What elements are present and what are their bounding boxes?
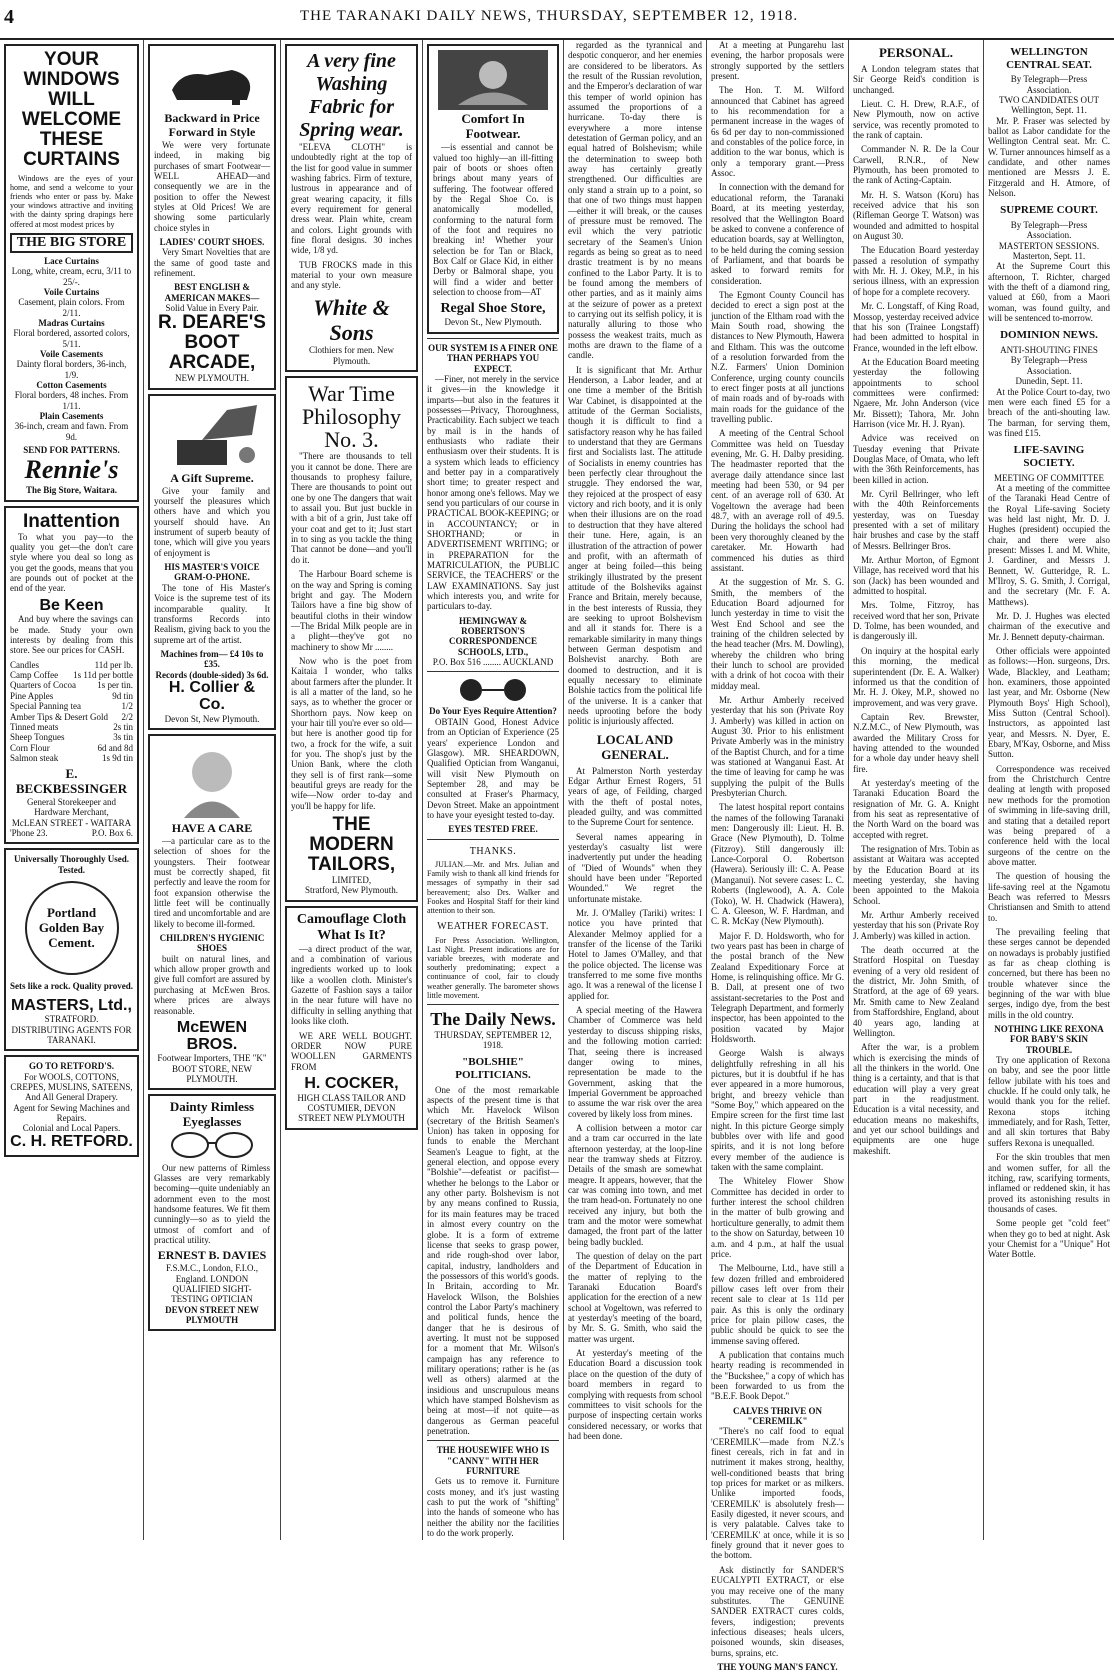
masters-town: STRATFORD. <box>44 1014 99 1025</box>
send-patterns: SEND FOR PATTERNS. <box>23 445 120 456</box>
beckbessinger-name: E. BECKBESSINGER <box>15 766 128 797</box>
local-item: Mr. Arthur Amberly received yesterday that his son (Private Roy J. Amberly) was killed in action on August 30. Prior to his enlistment Private Amberly was in the ministry of the Baptist Church, and for a time was stationed at Wanganui East. At the time of leaving for camp he was supplying the pulpit of the Bulls Presbyterian Church. <box>711 694 844 799</box>
ladies-text: Very Smart Novelties that are the same of good taste and refinement. <box>154 247 270 279</box>
price-row: Corn Flour 6d and 8d <box>10 742 133 753</box>
local-item: George Walsh is always delightfully refreshing in all his pictures, but it is doubtful if he has ever appeared in a more humorous, bright, and breezy vehicle than "Some Boy," which appeared on the Empire screen for the first time last night. In this picture George simply bubbles over with life and good spirits, and it is not long before every member of the audience is taken with the same complaint. <box>711 1048 844 1173</box>
beckbessinger-contact: 'Phone 23. P.O. Box 6. <box>10 828 133 839</box>
editorial-headline: "BOLSHIE" POLITICIANS. <box>455 1056 531 1082</box>
housewife-text: Gets us to remove it. Furniture costs money, and it's just wasting cash to put the work of "shifting" into the hands of someone who has neither the ability nor the facilities to do the work properly. <box>427 1476 559 1539</box>
column-6 <box>707 40 848 1672</box>
mcewen-name: McEWEN BROS. <box>176 1018 248 1053</box>
collier-ad <box>148 394 276 730</box>
paper-nameplate: The Daily News. <box>430 1009 556 1030</box>
records-price: Records (double-sided) 3s 6d. <box>155 669 269 680</box>
ceremilk-headline: CALVES THRIVE ON "CEREMILK" <box>732 1405 823 1426</box>
curtains-ad <box>4 44 139 502</box>
personal-item: Mr. Cyril Bellringer, who left with the 40th Reinforcements yesterday, was on Tuesday presented with a set of military hair brushes and case by the staff of Messrs. Bellringer Bros. <box>853 489 979 551</box>
gramophone-illustration <box>157 400 267 470</box>
hmv-text: The tone of His Master's Voice is the supreme test of its incomparable quality. It transforms Records into Realism, giving back to you the supreme art of the artist. <box>154 582 270 645</box>
column-7 <box>849 40 983 1540</box>
column-5 <box>564 40 706 1540</box>
page-number: 4 <box>4 6 14 28</box>
lifesaving-text: At a meeting of the committee of the Taranaki Head Centre of the Royal Life-saving Society was held last night, Mr. D. J. Hughes (president) occupied the chair, and there were also present: Misses I. and M. White, J. Gardiner, and Messrs J. Bennett, W. Gutteridge, R. L. M'Ilroy, S. G. Smith, J. Corrigal, and the secretary (Mr. F. A. Matthews). <box>988 482 1110 607</box>
dominion-byline: By Telegraph—Press Association. <box>1010 355 1088 376</box>
local-item: The Melbourne, Ltd., have still a few dozen frilled and embroidered pillow cases left over from their recent sale to clear at 1s 11d per pair. As this is only the ordinary price for plain pillow cases, the public should be quick to see the immense saving offered. <box>711 1263 844 1346</box>
court-dateline: Masterton, Sept. 11. <box>1012 251 1086 262</box>
seat-byline: By Telegraph—Press Association. <box>1010 74 1088 95</box>
curtain-item: Lace Curtains Long, white, cream, ecru, 3/11 to 25/-. <box>11 255 132 287</box>
serge-text: The prevailing feeling that these serges cannot be depended on nowadays is probably justified as far as cheap clothing is concerned, but there has been no trouble whatever since the beginning of the war with blue serges, indigo dye, from the best mills in the old country. <box>988 926 1110 1020</box>
hemingway-address: P.O. Box 516 ........ AUCKLAND <box>432 657 554 668</box>
system-text: —Finer, not merely in the service it gives—in the knowledge it imparts—but also in the features it possesses—Privacy, Thoroughness, Practicability. Each subject we teach by mail is in the hands of enthusiasts who radiate their enthusiasm over their students. It is a system which leads to efficiency and better pay in a comparatively short time; to greater respect and honor among one's fellows. May we send you particulars of our course in PRACTICAL BOOK-KEEPING; or in ACCOUNTANCY; or in SHORTHAND; or in ADVERTISEMENT WRITING; or in PREPARATION for the MATRICULATION, the PUBLIC SERVICE, the TEACHERS' or the LAW EXAMINATIONS. Say just which interests you, and write for particulars to-day. <box>427 373 559 612</box>
inattention-text: To what you pay—to the quality you get—the don't care style where you deal so long as you get the goods, means that you are pounds out of pocket at the end of the year. <box>10 531 133 594</box>
camo-text: —a direct product of the war, and a combination of various ingredients worked up to look like a woollen cloth. Minister's Gazette of Fashion says a tailor in the near future will have no difficulty in selling anything that looks like cloth. <box>291 943 412 1027</box>
comfort-headline: Comfort In Footwear. <box>461 111 525 142</box>
beckbessinger-ad <box>4 506 139 845</box>
court-byline: By Telegraph—Press Association. <box>1010 220 1088 241</box>
local-item: In connection with the demand for educational reform, the Taranaki Board, at its meeting yesterday, resolved that the Wellington Board be asked to convene a conference of education boards, say at Wellington, to be held during the coming session of Parliament, and that boards be asked to forward remits for consideration. <box>711 182 844 286</box>
white-sons-sub: Clothiers for men. New Plymouth. <box>309 345 394 366</box>
comfort-text: —is essential and cannot be valued too highly—an ill-fitting pair of boots or shoes often brings about many years of suffering. The footwear offered by the Regal Shoe Co. is anatomically modelled, conforming to the natural form of the foot and requires no breaking in! Whether your selection be for Tan or Black, Box Calf or Glace Kid, in either Derby or Balmoral shape, you will find a wider and better selection to choose from—AT <box>433 142 553 298</box>
column-3 <box>281 40 422 1540</box>
local-item: A collision between a motor car and a tram car occurred in the late afternoon yesterday, at the loop-line near the tramway sheds at Fitzroy. Details of the smash are somewhat meagre. It appears, however, that the car was coming into town, and met the tram head-on. Fortunately no one received any injury, but both the tram and the motor were somewhat damaged, the front part of the latter being badly buckled. <box>568 1122 702 1247</box>
camo-headline: Camouflage Cloth What Is It? <box>296 911 407 943</box>
thanks-headline: THANKS. <box>469 845 517 857</box>
machines-price: Machines from— £4 10s to £35. <box>160 648 264 670</box>
lifesaving-text: Correspondence was received from the Christchurch Centre dealing at length with proposed new methods for the promotion of swimming in life-saving drill, and stating that a detailed report was being prepared of a conference held with the local surgeons of the centre on the above matter. <box>988 763 1110 867</box>
lifesaving-text: Mr. D. J. Hughes was elected chairman of the executive and Mr. J. Bennett deputy-chairman. <box>988 610 1110 642</box>
masters-name: MASTERS, Ltd., <box>11 996 132 1014</box>
paper-date: THURSDAY, SEPTEMBER 12, 1918. <box>434 1029 552 1051</box>
portland-seal: Portland Golden Bay Cement. <box>25 881 119 975</box>
rimless-headline: Dainty Rimless Eyeglasses <box>169 1099 255 1130</box>
local-item: A special meeting of the Hawera Chamber of Commerce was held yesterday to discuss shipping risks, and the following motion carried: That, seeing there is increased danger owing to mines, representation be made to the Government, asking that the Imperial Government be approached to assume the war risk over the area covered by likely loss from mines. <box>568 1005 702 1119</box>
local-item: At yesterday's meeting of the Education Board a discussion took place on the question of the duty of board members in regard to complying with requests from school committees to visit schools for the purpose of inspecting certain works considered necessary, or works that had been done. <box>568 1348 702 1441</box>
local-item: THE YOUNG MAN'S FANCY. <box>717 1661 838 1672</box>
seat-text: Mr. P. Fraser was selected by ballot as Labor candidate for the Wellington Central seat. Mr. C. W. Turner announces himself as a candidate, and other names mentioned are Messrs J. E. Fitzgerald and H. Atmore, of Nelson. <box>988 115 1110 199</box>
modern-tailors-name: THE MODERN TAILORS, <box>307 814 396 875</box>
editorial-continued: regarded as the tyrannical and despotic conqueror, and her enemies are considered to be liberators. As the result of the Russian revolution, and the Emperor's declaration of war this temper of world opinion has assumed the proportions of a hurricane. To-day there is everywhere a more intense detestation of German policy, and an equal hatred of Bolshevism; while the determination to sweep both away has certainly greatly strengthened. Our difficulties are only stand a strain up to a point, so that one of two things must happen—either it will break, or the causes of pressure must be removed. The evil which the very patriotic secretary of the Seamen's Union regards as being so great as to need drastic treatment is by no means confined to the Labor Party. It is to be found among the members of other parties, and as it mainly aims at the seizure of power as a pretext to carrying out its selfish policy, it is naturally alluring to those who possess the weakest traits, much as moths are drawn to the flame of a candle. <box>568 40 702 361</box>
seat-subhead: TWO CANDIDATES OUT <box>999 94 1099 105</box>
deare-ad <box>148 44 276 390</box>
rennies-subtitle: The Big Store, Waitara. <box>26 485 117 496</box>
war-headline: War Time Philosophy No. 3. <box>301 381 402 453</box>
curtain-item: Plain Casements 36-inch, cream and fawn. From 9d. <box>14 411 129 442</box>
beckbessinger-trade: General Storekeeper and Hardware Merchant, <box>27 797 116 818</box>
backward-text: We were very fortunate indeed, in making big purchases of smart Footwear—WELL AHEAD—and consequently we are in the position to offer the Newest styles at Old Prices! We are showing some particularly choice styles in <box>154 139 270 233</box>
dominion-subhead: ANTI-SHOUTING FINES <box>1000 345 1098 356</box>
davies-address: DEVON STREET NEW PLYMOUTH <box>165 1304 259 1325</box>
personal-item: On inquiry at the hospital early this morning, the medical superintendent (Dr. E. A. Walker) informed us that the condition of Mr. H. J. Okey, M.P., showed no improvement, and was very grave. <box>853 645 979 708</box>
wash-text: "ELEVA CLOTH" is undoubtedly right at the top of the list for good value in summer washing fabrics. Firm of texture, lustrous in appearance and of great wearing capacity, it fills every requirement for general dress wear. Plain white, cream and colors. Light grounds with fine floral designs. 30 inches wide, 1/8 yd. <box>291 142 412 256</box>
rimless-text: Our new patterns of Rimless Glasses are very remarkably becoming—quite undeniably an adornment even to the most handsome features. We fit them cunningly—so as to yield the utmost of comfort and of practical utility. <box>154 1162 270 1246</box>
personal-item: The resignation of Mrs. Tobin as assistant at Waitara was accepted by the Education Board at its meeting yesterday, she having been appointed to the Makoia School. <box>853 844 979 906</box>
price-row: Quarters of Cocoa 1s per tin. <box>10 680 133 691</box>
hemingway-name: HEMINGWAY & ROBERTSON'S CORRESPONDENCE SCHOOLS, LTD., <box>448 615 537 657</box>
newspaper-title: THE TARANAKI DAILY NEWS, THURSDAY, SEPTEMBER 12, 1918. <box>300 8 799 24</box>
local-item: At a meeting at Pungarehu last evening, the harbor proposals were strongly supported by the settlers present. <box>711 40 844 82</box>
local-item: A publication that contains much hearty reading is recommended in the "Buckshee," a copy of which has been forwarded to us from the "B.E.F. Book Depot." <box>711 1349 844 1402</box>
solid-value: Solid Value in Every Pair. <box>165 303 259 314</box>
portland-bottom: Sets like a rock. Quality proved. <box>10 981 133 992</box>
retford-headline: GO TO RETFORD'S. <box>29 1061 114 1072</box>
davies-name: ERNEST B. DAVIES <box>157 1248 267 1263</box>
personal-item: Mr. Arthur Amberly received yesterday that his son (Private Roy J. Amberly) was killed in action. <box>853 910 979 941</box>
column-1 <box>0 40 143 1540</box>
price-row: Candles 11d per lb. <box>10 659 133 670</box>
curtains-headline: YOUR WINDOWS WILL WELCOME THESE CURTAINS <box>21 49 122 170</box>
big-store-logo: THE BIG STORE <box>10 233 133 253</box>
cocker-name: H. COCKER, <box>304 1074 399 1092</box>
local-item: Several names appearing in yesterday's casualty list were inadvertently put under the heading of "Died of Wounds" when they should have been under "Reported Wounded." We regret the unfortunate mistake. <box>568 831 702 904</box>
keen-headline: Be Keen <box>39 596 104 614</box>
hmv-name: HIS MASTER'S VOICE GRAM-O-PHONE. <box>164 562 260 583</box>
price-row: Sheep Tongues 3s tin <box>10 732 133 743</box>
white-sons-ad <box>285 44 418 372</box>
retford-papers: Colonial and Local Papers. <box>22 1123 121 1134</box>
ceremilk-text: "There's no calf food to equal 'CEREMILK'—made from N.Z.'s finest cereals, rich in fat and in nutriment it makes strong, healthy, well-conditioned beasts that bring top prices for market or as milkers. Unlike imported foods, 'CEREMILK' is absolutely fresh—Easily digested, it never scours, and is very palatable. Calves take to 'CEREMILK' at once, while it is so finely ground that it never goes to the bottom. <box>711 1426 844 1561</box>
curtain-item: Voile Casements Dainty floral borders, 36-inch, 1/9. <box>16 348 127 380</box>
backward-headline: Backward in Price Forward in Style <box>164 111 260 140</box>
regal-name: Regal Shoe Store, <box>440 301 546 317</box>
court-headline: SUPREME COURT. <box>1000 204 1098 217</box>
war-text-2: The Harbour Board scheme is on the way and Spring is coming bright and gay. The Modern Tailors have a fine big show of beautiful cloths in their window —The Bridal Milk people are in a plight—they've got no machinery to show Mr ........ <box>291 569 412 652</box>
mcewen-sub: Footwear Importers, THE "K" BOOT STORE, NEW PLYMOUTH. <box>157 1053 267 1085</box>
camo-text-2: WE ARE WELL BOUGHT. ORDER NOW PURE WOOLLEN GARMENTS FROM <box>291 1030 412 1072</box>
war-poem: "There are thousands to tell you it cannot be done. There are thousands to prophesy failure, There are thousands to point out one by one The dangers that wait to assail you. But just buckle in with a bit of a grin, Just take off your coat and get to it; Just start in to sing as you tackle the thing That cannot be done—and you'll do it. <box>291 451 412 565</box>
tub-text: TUB FROCKS made in this material to your own measure and any style. <box>291 259 412 291</box>
modern-tailors-town: Stratford, New Plymouth. <box>305 885 398 896</box>
personal-item: Commander N. R. De la Cour Carwell, R.N.R., of New Plymouth, has been promoted to the rank of Acting-Captain. <box>853 144 979 186</box>
modern-tailors-limited: LIMITED, <box>331 874 372 885</box>
local-item: A meeting of the Central School Committee was held on Tuesday evening, Mr. G. H. Dalby presiding. The headmaster reported that the average daily attendance since last meeting had been 530, or 94 per cent. of an average roll of 630. At Vogeltown the average had been 48.7, with an average roll of 49.5. During the holidays the school had been very thoroughly cleaned by the caretaker. Mr. Howarth had commenced his duties as third assistant. <box>711 428 844 573</box>
retford-ad <box>4 1055 139 1156</box>
gift-text: Give your family and yourself the pleasures which others have and which you yourself should have. An instrument of superb beauty of tone, which will give you years of enjoyment is <box>154 485 270 558</box>
inattention-headline: Inattention <box>22 510 121 532</box>
wash-headline: A very fine Washing Fabric for Spring wear. <box>299 50 404 141</box>
seat-headline: WELLINGTON CENTRAL SEAT. <box>1006 46 1092 71</box>
personal-item: Captain Rev. Brewster, N.Z.M.C., of New Plymouth, was awarded the Military Cross for having attended to the wounded for a whole day under heavy shell fire. <box>853 711 979 774</box>
eyes-headline: Do Your Eyes Require Attention? <box>429 706 557 717</box>
davies-ad <box>148 1094 276 1331</box>
editorial-text: One of the most remarkable aspects of the present time is that which Mr. Havelock Wilson (secretary of the British Seamen's Union) has taken in opposing for funds to enable the Merchant Seamen's League to fight, at the general election, and oppose every "Bolshie"—defeatist or pacifist—whether he belongs to the Labor or any other party. Bolshevism is not by any means confined to Russia, for its main features may be traced in almost every country on the globe. It is a form of extreme license that seeks to grasp power, and ride rough-shod over labor, capital, industry, landholders and the possessors of this world's goods. In Britain, according to Mr. Havelock Wilson, the Bolshies control the Labor Party's machinery and political funds, hence the danger that he is desirous of averting. It must not be supposed for a moment that Mr. Wilson's campaign has any reference to military operations; rather is he (as well as others) alarmed at the insidious and unscrupulous means which have stamped Bolshevism as being at most—if not quite—as dangerous as German peaceful penetration. <box>427 1084 559 1437</box>
collier-town: Devon St, New Plymouth. <box>164 713 260 724</box>
retford-agent: Agent for Sewing Machines and Repairs. <box>13 1102 130 1124</box>
personal-headline: PERSONAL. <box>878 45 954 60</box>
rexona-text: Try one application of Rexona on baby, and see the poor little fellow jubilate with his toes and chuckle. If he could only talk, he would thank you for the relief. Rexona stops itching immediately, and for Rash, Tetter, and all skin tortures that Baby suffers Rexona is unequalled. <box>988 1055 1110 1148</box>
shoe-fitting-illustration <box>438 50 548 110</box>
court-text: At the Supreme Court this afternoon, T. Richter, charged with the theft of a diamond ring, valued at £60, from a Maori woman, was found guilty, and will be sentenced to-morrow. <box>988 261 1110 324</box>
personal-item: After the war, is a problem which is exercising the minds of all the thinkers in the world. One thing is a certainty, and that is that education will play a very great part in the readjustment. Education is a vital necessity, and education means no makeshifts, and yet our school buildings and equipments are one huge makeshift. <box>853 1042 979 1156</box>
beckbessinger-address: McLEAN STREET - WAITARA <box>11 817 132 828</box>
lifesaving-text: Other officials were appointed as follows:—Hon. surgeons, Drs. Wade, Blackley, and Leatham; hon. examiners, those appointed last year, and Mr. Osborne (New Plymouth Boys' High School), Miss Sutton (Central School). Instructors, as appointed last year, and Messrs. N. Dyer, E. Ebary, M'Kay, Osborne, and Miss Sutton. <box>988 646 1110 760</box>
personal-item: The Education Board yesterday passed a resolution of sympathy with Mr. H. J. Okey, M.P., in his serious illness, with an expression of hope for a complete recovery. <box>853 245 979 297</box>
portland-top: Universally Thoroughly Used. Tested. <box>14 854 129 875</box>
regal-ad <box>427 44 559 334</box>
cocker-sub: HIGH CLASS TAILOR AND COSTUMIER, DEVON STREET NEW PLYMOUTH <box>297 1092 406 1124</box>
price-row: Tinned meats 2s tin <box>10 721 133 732</box>
rexona-text: For the skin troubles that men and women suffer, for all the itching, raw, scarifying torments, inflamed or reddened skin, it has proved its astonishing results in thousands of cases. <box>988 1152 1110 1214</box>
personal-item: The death occurred at the Stratford Hospital on Tuesday evening of a very old resident of the district, Mr. John Smith, of Stratford, at the age of 69 years. Mr. Smith came to New Zealand from Staffordshire, England, about 40 years ago, landing at Wellington. <box>853 945 979 1038</box>
rennies-logo: Rennie's <box>24 455 119 485</box>
curtain-item: Voile Curtains Casement, plain colors. From 2/11. <box>18 286 125 318</box>
personal-item: Mr. H. S. Watson (Koru) has received advice that his son (Rifleman George T. Watson) was wounded and admitted to hospital on August 30. <box>853 189 979 242</box>
weather-text: For Press Association. Wellington, Last Night. Present indications are for variable breezes, with moderate and southerly predominating; expect a continuance of cool, fair to cloudy weather generally. The barometer shows little movement. <box>427 935 559 1000</box>
hot-water-text: Some people get "cold feet" when they go to bed at night. Ask your Chemist for a "Unique" Hot Water Bottle. <box>988 1218 1110 1260</box>
personal-item: Mr. Arthur Morton, of Egmont Village, has received word that his son (Jack) has been wounded and admitted to hospital. <box>853 555 979 597</box>
war-text-3: Now who is the poet from Kaitaia I wonder, who talks about farmers after the plunder. It is all a matter of the land, so he says, as to whether the grocer or Shorthorn pays. Now keep on your hair till you're ever so old—but here is another good tip for two, a frock for the wife, a suit for you. The shop's just by the Union Bank, where the cloth they sell is of first rank—some beautiful greys are ready for the wife—Now order to-day and you'll be happy for life. <box>291 655 412 811</box>
children-text: built on natural lines, and which allow proper growth and give full comfort are assured by purchasing at McEwen Bros. where prices are always reasonable. <box>154 953 270 1016</box>
curtains-intro: Windows are the eyes of your home, and send a welcome to your friends who enter or pass by. Make your windows attractive and inviting with the dainty spring drapings here offered at most modest prices by <box>10 173 133 229</box>
court-subhead: MASTERTON SESSIONS. <box>998 240 1100 251</box>
price-row: Amber Tips & Desert Gold 2/2 <box>10 711 133 722</box>
care-text: —a particular care as to the selection of shoes for the youngsters. Their footwear must be correctly shaped, fit perfectly and leave the room for foot expansion otherwise the little feet will be continually tired and uncomfortable and are likely to become ill-formed. <box>154 836 270 929</box>
regal-town: Devon St., New Plymouth. <box>444 317 542 328</box>
deare-name: R. DEARE'S BOOT ARCADE, <box>158 312 266 374</box>
local-item: At the suggestion of Mr. S. G. Smith, the members of the Education Board adjourned for lunch yesterday in time to visit the West End School and see the training of the children selected by the head teacher (Mrs. M. Dowling), whereby the children who bring their lunch to school are provided with a drink of hot cocoa with their midday meal. <box>711 577 844 691</box>
personal-item: Lieut. C. H. Drew, R.A.F., of New Plymouth, now on active service, was recently promoted to the rank of captain. <box>853 98 979 140</box>
curtain-item: Cotton Casements Floral borders, 48 inches. From 1/11. <box>14 379 129 411</box>
personal-item: At yesterday's meeting of the Taranaki Education Board the resignation of Mr. G. A. Knight from his seat as representative of the North Ward on the board was accepted with regret. <box>853 777 979 840</box>
personal-item: A London telegram states that Sir George Reid's condition is unchanged. <box>853 63 979 95</box>
local-item: The question of delay on the part of the Department of Education in the matter of replying to the Taranaki Education Board's application for the erection of a new school at Vogeltown, was referred to at yesterday's meeting of the board, by Mr. S. G. Smith, who said the matter was urgent. <box>568 1251 702 1344</box>
curtain-item: Madras Curtains Floral bordered, assorted colors, 5/11. <box>13 317 130 349</box>
cocker-ad <box>285 906 418 1130</box>
davies-sub: F.S.M.C., London, F.I.O., England. LONDON QUALIFIED SIGHT-TESTING OPTICIAN <box>165 1263 259 1305</box>
eyeglasses-illustration <box>162 1130 262 1160</box>
column-4 <box>423 40 563 1540</box>
weather-headline: WEATHER FORECAST. <box>437 921 549 933</box>
shoe-illustration <box>162 50 262 110</box>
white-sons-logo: White & Sons <box>313 294 390 346</box>
column-8 <box>984 40 1114 1540</box>
masters-agents: DISTRIBUTING AGENTS FOR TARANAKI. <box>11 1024 132 1045</box>
column-2 <box>144 40 280 1540</box>
care-headline: HAVE A CARE <box>171 821 253 836</box>
local-item: The Hon. T. M. Wilford announced that Cabinet has agreed to his recommendation for a permanent increase in the wages of 6s 6d per day to non-commissioned and constables of the police force, in addition to the war bonus, which is only a temporary grant.—Press Assoc. <box>711 85 844 179</box>
price-row: Pine Apples 9d tin <box>10 690 133 701</box>
ladies-shoes: LADIES' COURT SHOES. <box>159 237 265 248</box>
price-row: Salmon steak 1s 9d tin <box>10 752 133 763</box>
spectacles-icon <box>443 676 543 704</box>
lifesaving-headline: LIFE-SAVING SOCIETY. <box>1013 444 1085 469</box>
mcewen-ad <box>148 734 276 1091</box>
personal-item: Advice was received on Tuesday evening that Private Douglas Mace, of Omata, who left with the 36th Reinforcements, has been killed in action. <box>853 433 979 485</box>
personal-item: Mrs. Tolme, Fitzroy, has received word that her son, Private D. Tolme, has been wounded, and is dangerously ill. <box>853 600 979 642</box>
children-shoes: CHILDREN'S HYGIENIC SHOES <box>159 933 265 954</box>
rexona-headline: NOTHING LIKE REXONA FOR BABY'S SKIN TROUBLE. <box>994 1024 1104 1055</box>
keen-text: And buy where the savings can be made. Study your own interests by dealing from this store. See our prices for CASH. <box>10 614 133 656</box>
local-general-headline: LOCAL AND GENERAL. <box>596 731 674 762</box>
personal-item: Mr. C. Longstaff, of King Road, Mossop, yesterday received advice that his son (Trainee Longstaff) had been admitted to hospital in France, wounded in the left elbow. <box>853 301 979 353</box>
deare-town: NEW PLYMOUTH. <box>175 373 249 384</box>
portland-cement-ad <box>4 848 139 1051</box>
retford-list: For WOOLS, COTTONS, CREPES, MUSLINS, SATEENS, And All General Drapery. <box>10 1071 133 1103</box>
child-portrait-illustration <box>172 740 252 820</box>
housewife-headline: THE HOUSEWIFE WHO IS "CANNY" WITH HER FURNITURE <box>436 1445 550 1477</box>
gift-headline: A Gift Supreme. <box>170 470 254 485</box>
local-item: Major F. D. Holdsworth, who for two years past has been in charge of the postal branch of the New Zealand Expeditionary Force at Home, is relinquishing office. Mr G. B. Dall, at present one of two assistant-secretaries to the Post and Telegraph Department, and formerly inspector, has been appointed to the position vacated by Major Holdsworth. <box>711 930 844 1044</box>
eyes-text: OBTAIN Good, Honest Advice from an Optician of Experience (25 years' experience London and Glasgow). MR. SHEARDOWN, Qualified Optician from Wanganui, will visit New Plymouth on September 28, and may be consulted at Fraser's Pharmacy, Devon Street. Make an appointment to have your eyesight tested to-day. <box>427 716 559 820</box>
lifesaving-subhead: MEETING OF COMMITTEE <box>994 472 1104 483</box>
local-item: Ask distinctly for SANDER'S EUCALYPTI EXTRACT, or else you may receive one of the many substitutes. The GENUINE SANDER EXTRACT cures colds, fevers, indigestion; prevents infectious diseases; heals ulcers, poisoned wounds, skin diseases, burns, sprains, etc. <box>711 1564 844 1658</box>
seat-dateline: Wellington, Sept. 11. <box>1011 105 1087 116</box>
local-item: The Egmont County Council has decided to erect a sign post at the junction of the Eltham road with the Main South road, showing the distances to New Plymouth, Hawera and Eltham. This was the outcome of a resolution forwarded from the N.Z. Farmers' Union Dominion Conference, urging county councils to erect finger posts at all junctions of main roads and of by-roads with main roads for the guidance of the travelling public. <box>711 289 844 425</box>
best-makes: BEST ENGLISH & AMERICAN MAKES— <box>164 282 260 303</box>
retford-name: C. H. RETFORD. <box>10 1132 133 1150</box>
modern-tailors-ad <box>285 376 418 901</box>
editorial-continued-2: It is significant that Mr. Arthur Henderson, a Labor leader, and at one time a member of the British War Cabinet, is disappointed at the attitude of the German Socialists, though it is difficult to find a satisfactory reason why he has failed to understand that they are Germans first and Socialists last. The attitude of Socialists in enemy countries has been perfectly clear throughout the struggle. They endorsed the war, they rejoiced at the prospect of easy victory and rich booty, and it is only when their illusions are on the road to destruction that they have altered their tune. Here, again, is an illustration of the attraction of power and profit, with an aftermath of anger at being foiled—this being strikingly illustrated by the present attitude of the Bolsheviks against France and Britain, merely because, in the best interests of Russia, they are seeking to uproot Bolshevism and all it stands for. There is a remarkable similarity in many things between German despotism and Bolshevist anarchy. Both are doomed to destruction, and it is equally necessary to eliminate Bolshie tactics from the political life of the universe. It is a canker that needs uprooting before the body politic is injuriously affected. <box>568 364 702 727</box>
thanks-text: JULIAN.—Mr. and Mrs. Julian and Family wish to thank all kind friends for messages of sympathy in their sad bereavement; also Drs. Walker and Fookes and Hospital Staff for their kind attention to their son. <box>427 860 559 916</box>
local-item: The Whiteley Flower Show Committee has decided in order to further interest the school children in the matter of bulb growing and horticulture generally, to admit them to the show on Saturday, between 10 a.m. and 4 p.m., at half the usual price. <box>711 1176 844 1259</box>
lifesaving-text: The question of housing the life-saving reel at the Ngamotu Beach was referred to Messrs Christiansen and Smith to attend to. <box>988 871 1110 923</box>
local-item: The latest hospital report contains the names of the following Taranaki men: Dangerously ill: Lieut. H. B. Grace (New Plymouth), D. Tolme (Fitzroy). Still dangerously ill: Lance-Corporal O. Robertson (Hawera). Seriously ill: C. A. Pease (Manganui). Not severe cases: L. C. Roberts (Inglewood), A. A. Cole (Toko), W. H. Chadwick (Hawera), C. A. Gleeson, W. F. Hardman, and C. R. McKay (New Plymouth). <box>711 802 844 927</box>
masthead <box>0 0 1114 40</box>
local-item: Mr. J. O'Malley (Tariki) writes: I notice you have printed that Alexander Melmoy applied for a transfer of the license of the Tariki Hotel to James O'Malley, and that the police objected. The license was transferred to me some five months ago. It was a renewal of the license I applied for. <box>568 908 702 1001</box>
system-headline: OUR SYSTEM IS A FINER ONE THAN PERHAPS YOU EXPECT. <box>428 342 558 374</box>
eyes-tested-free: EYES TESTED FREE. <box>448 824 538 835</box>
personal-item: At the Education Board meeting yesterday the following appointments to school committees were confirmed: Ngaere, Mr. John Anderson (vice Mr. Bissett); Tahora, Mr. John Harrison (vice Mr. H. J. Ryan). <box>853 356 979 429</box>
local-item: At Palmerston North yesterday Edgar Arthur Ernest Rogers, 51 years of age, of Feilding, charged with the theft of postal notes, pleaded guilty, and was committed to the Supreme Court for sentence. <box>568 765 702 828</box>
dominion-text: At the Police Court to-day, two men were each fined £5 for a breach of the anti-shouting law. The barman, for serving them, was fined £15. <box>988 386 1110 438</box>
collier-name: H. Collier & Co. <box>168 678 256 713</box>
dominion-headline: DOMINION NEWS. <box>1000 329 1098 342</box>
price-row: Special Panning tea 1/2 <box>10 701 133 712</box>
dominion-dateline: Dunedin, Sept. 11. <box>1015 376 1083 387</box>
price-row: Camp Coffee 1s 11d per bottle <box>10 670 133 681</box>
